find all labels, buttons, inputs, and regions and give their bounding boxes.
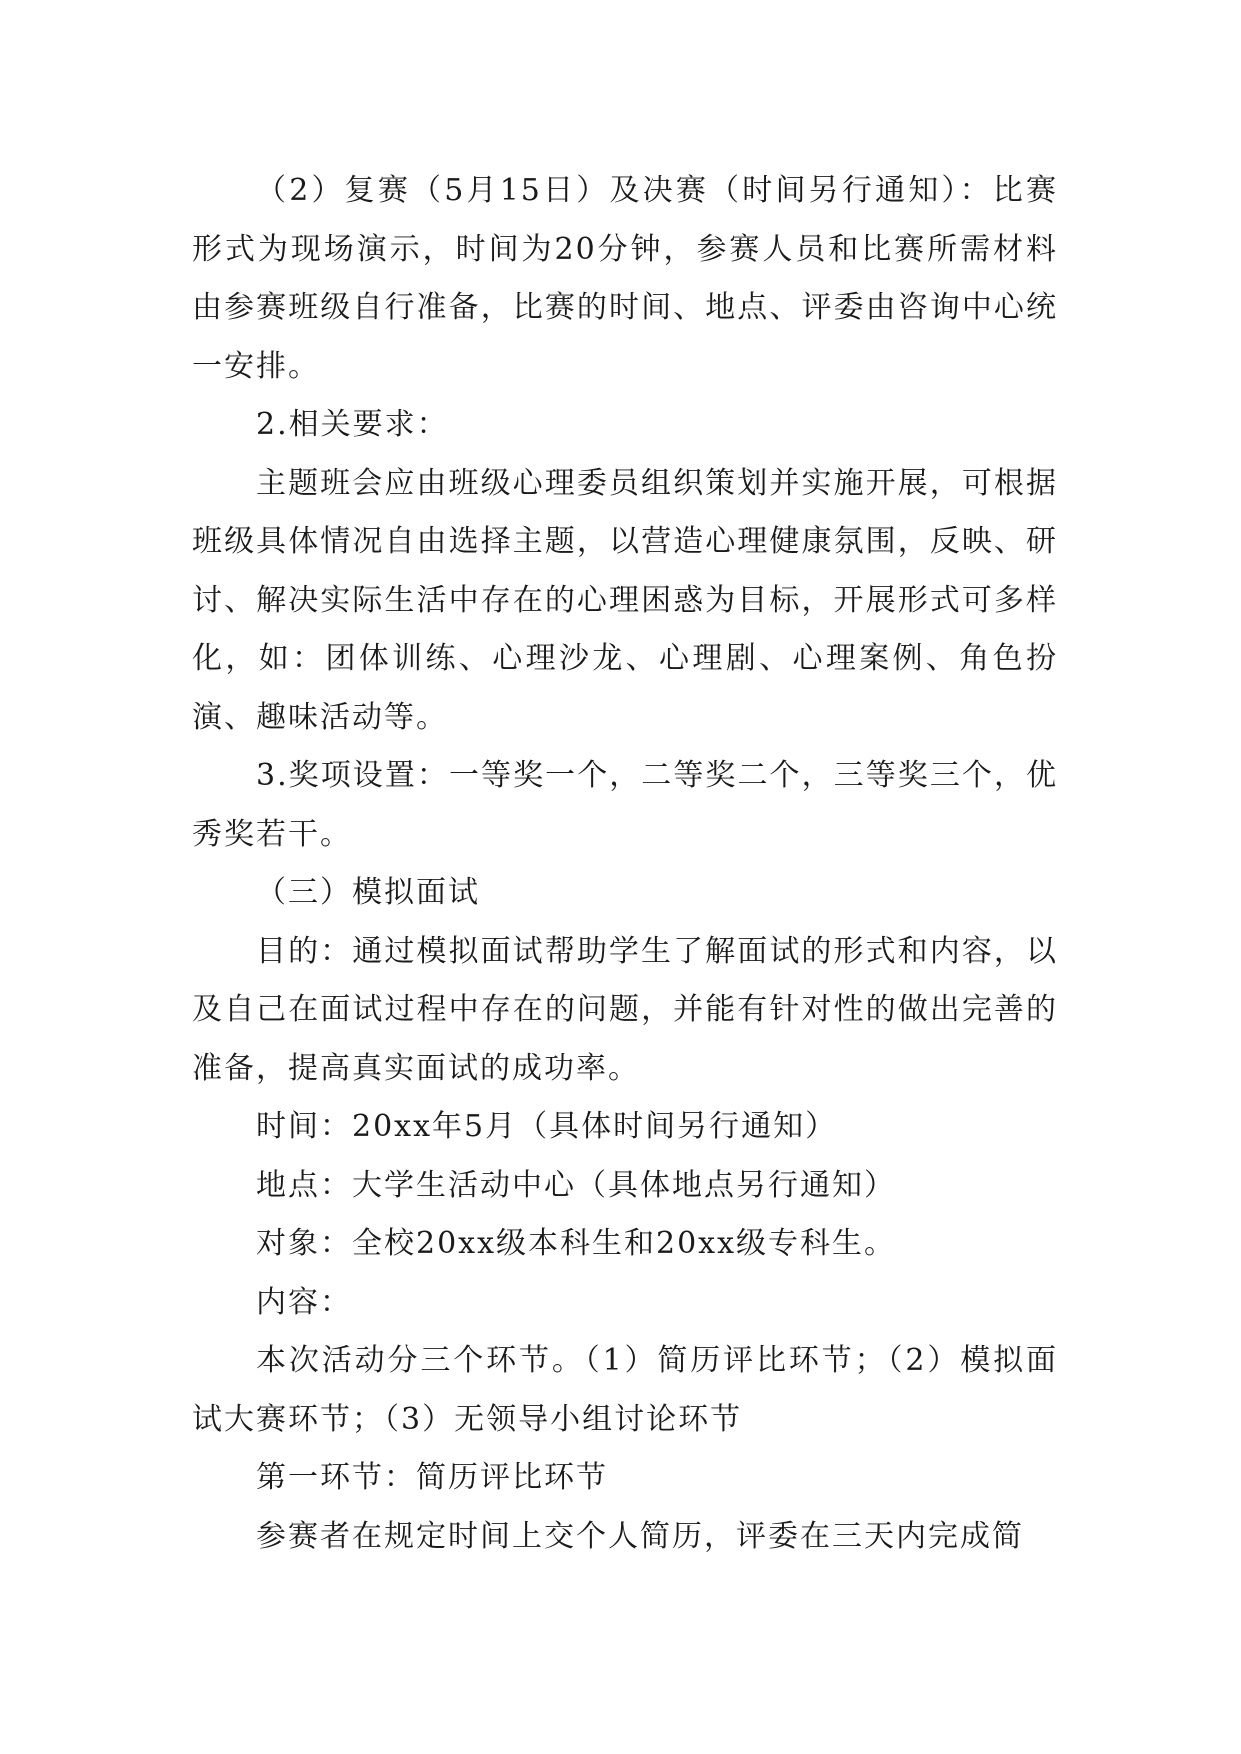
paragraph-final-round: （2）复赛（5月15日）及决赛（时间另行通知）：比赛形式为现场演示，时间为20分钟，参赛人员和比赛所需材料由参赛班级自行准备，比赛的时间、地点、评委由咨询中心统一安排。: [192, 173, 1058, 384]
paragraph-content-heading: 内容：: [256, 1284, 352, 1320]
section-heading-mock-interview: （三）模拟面试: [256, 875, 480, 910]
paragraph-location: 地点：大学生活动中心（具体地点另行通知）: [256, 1167, 896, 1203]
paragraph-content-body: 本次活动分三个环节。（1）简历评比环节；（2）模拟面试大赛环节；（3）无领导小组讨论环节: [192, 1343, 1058, 1437]
document-body: [192, 162, 1058, 1566]
paragraph-audience: 对象：全校20xx级本科生和20xx级专科生。: [256, 1226, 897, 1261]
paragraph-requirements-body: 主题班会应由班级心理委员组织策划并实施开展，可根据班级具体情况自由选择主题，以营造心理健康氛围，反映、研讨、解决实际生活中存在的心理困惑为目标，开展形式可多样化，如：团体训练、心理沙龙、心理剧、心理案例、角色扮演、趣味活动等。: [192, 465, 1058, 735]
paragraph-time: 时间：20xx年5月（具体时间另行通知）: [256, 1109, 838, 1144]
paragraph-purpose: 目的：通过模拟面试帮助学生了解面试的形式和内容，以及自己在面试过程中存在的问题，并能有针对性的做出完善的准备，提高真实面试的成功率。: [192, 933, 1058, 1086]
paragraph-stage-one-body: 参赛者在规定时间上交个人简历，评委在三天内完成简: [256, 1518, 1024, 1554]
paragraph-requirements-heading: 2.相关要求：: [256, 407, 449, 442]
paragraph-stage-one-heading: 第一环节：简历评比环节: [256, 1460, 608, 1495]
paragraph-awards: 3.奖项设置：一等奖一个，二等奖二个，三等奖三个，优秀奖若干。: [192, 758, 1058, 852]
